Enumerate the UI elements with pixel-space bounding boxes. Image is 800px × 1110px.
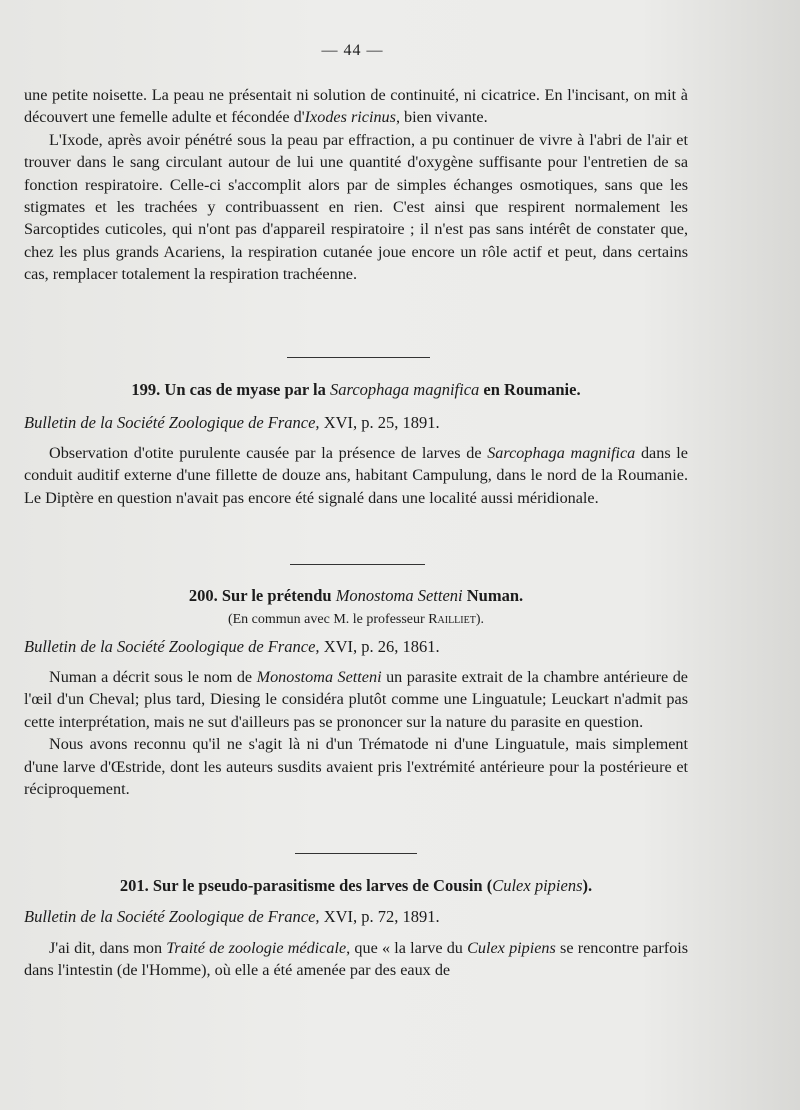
section-201-reference bbox=[24, 906, 688, 928]
section-200-p1-species: Monostoma Setteni bbox=[256, 668, 382, 686]
section-199-title-species: Sarcophaga magnifica bbox=[330, 380, 480, 399]
section-199 bbox=[24, 380, 688, 509]
section-divider bbox=[287, 357, 430, 358]
section-200-title-b: Numan. bbox=[462, 586, 524, 605]
section-201-title-species: Culex pipiens bbox=[492, 876, 583, 895]
intro-p1-species: Ixodes ricinus bbox=[304, 108, 396, 127]
section-200-collab-name: Railliet bbox=[428, 612, 476, 627]
section-201 bbox=[24, 876, 688, 982]
section-200-title bbox=[24, 586, 688, 606]
section-200-collaboration bbox=[24, 612, 688, 628]
intro-paragraph-2: L'Ixode, après avoir pénétré sous la peau par effraction, a pu continuer de vivre à l'abri de l'air et trouver dans le sang circulant autour de lui une quantité d'oxygène suffisante pour l'entretien de sa fonction respiratoire. Celle-ci s'accomplit alors par de simples échanges osmotiques, sans que les stigmates et les trachées y contribuassent en rien. C'est ainsi que respirent normalement les Sarcoptides cuticoles, qui n'ont pas d'appareil respiratoire ; il n'est pas sans intérêt de constater que, chez les plus grands Acariens, la respiration cutanée joue encore un rôle actif et peut, dans certains cas, remplacer totalement la respiration trachéenne. bbox=[24, 130, 688, 284]
section-201-p1-b: , que « la larve du bbox=[346, 939, 468, 957]
section-200-paragraph-2: Nous avons reconnu qu'il ne s'agit là ni d'un Trématode ni d'une Linguatule, mais simplement d'une larve d'Œstride, dont les auteurs susdits avaient pris l'extrémité antérieure pour la postérieure et réciproquement. bbox=[24, 735, 688, 799]
section-199-ref-journal: Bulletin de la Société Zoologique de France, bbox=[24, 413, 320, 432]
section-199-title-a: 199. Un cas de myase par la bbox=[131, 380, 331, 399]
section-201-title bbox=[24, 876, 688, 896]
section-200-title-a: 200. Sur le prétendu bbox=[188, 586, 336, 605]
section-200-p1-b: un parasite extrait de la chambre antérieure de l'œil d'un Cheval; plus tard, Diesing le considéra plutôt comme une Linguatule; Leuckart n'admit pas cette interprétation, mais ne sut d'ailleurs pas se prononcer sur la nature du parasite en question. bbox=[24, 668, 688, 731]
section-199-body-species: Sarcophaga magnifica bbox=[487, 444, 636, 462]
section-201-ref-journal: Bulletin de la Société Zoologique de France, bbox=[24, 907, 320, 926]
section-200-reference bbox=[24, 636, 688, 658]
section-200-p1-a: Numan a décrit sous le nom de bbox=[49, 668, 257, 686]
intro-p1-text-a: une petite noisette. La peau ne présentait ni solution de continuité, ni cicatrice. En l'incisant, on mit à découvert une femelle adulte et fécondée d' bbox=[24, 86, 688, 127]
section-200-collab-b: ). bbox=[475, 612, 485, 627]
section-divider bbox=[295, 853, 417, 854]
section-200-ref-journal: Bulletin de la Société Zoologique de France, bbox=[24, 637, 320, 656]
page-number: — 44 — bbox=[321, 42, 384, 59]
section-201-p1-c: se rencontre parfois dans l'intestin (de l'Homme), où elle a été amenée par des eaux de bbox=[24, 939, 688, 980]
section-199-title bbox=[24, 380, 688, 400]
section-199-body-a: Observation d'otite purulente causée par la présence de larves de bbox=[49, 444, 488, 462]
section-199-title-b: en Roumanie. bbox=[479, 380, 581, 399]
section-201-p1-book: Traité de zoologie médicale bbox=[166, 939, 347, 957]
section-201-title-a: 201. Sur le pseudo-parasitisme des larves de Cousin ( bbox=[119, 876, 493, 895]
section-200 bbox=[24, 586, 688, 800]
section-199-ref-rest: XVI, p. 25, 1891. bbox=[319, 413, 440, 432]
section-201-p1-a: J'ai dit, dans mon bbox=[49, 939, 167, 957]
intro-p1-text-b: , bien vivante. bbox=[395, 108, 488, 127]
section-200-title-species: Monostoma Setteni bbox=[335, 586, 463, 605]
section-201-paragraph-1 bbox=[24, 937, 688, 982]
section-201-ref-rest: XVI, p. 72, 1891. bbox=[319, 907, 440, 926]
intro-paragraph-1 bbox=[24, 84, 688, 129]
section-199-reference bbox=[24, 412, 688, 434]
section-200-ref-rest: XVI, p. 26, 1861. bbox=[319, 637, 440, 656]
section-divider bbox=[290, 564, 425, 565]
section-200-paragraph-1 bbox=[24, 666, 688, 733]
section-201-title-b: ). bbox=[582, 876, 593, 895]
section-200-collab-a: (En commun avec M. le professeur bbox=[227, 612, 429, 627]
intro-section bbox=[24, 84, 688, 286]
section-199-body bbox=[24, 442, 688, 509]
section-201-p1-species: Culex pipiens bbox=[467, 939, 556, 957]
section-199-body-b: dans le conduit auditif externe d'une fillette de douze ans, habitant Campulung, dans le nord de la Roumanie. Le Diptère en question n'avait pas encore été signalé dans une localité aussi méridionale. bbox=[24, 444, 688, 507]
